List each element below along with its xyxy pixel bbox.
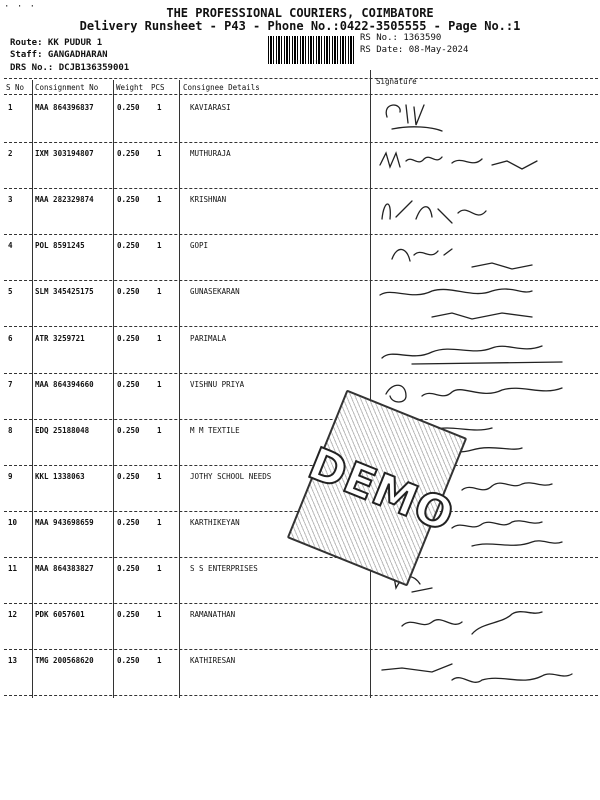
row-sno: 13 <box>8 656 18 666</box>
handwritten-signature <box>372 97 598 143</box>
handwritten-signature <box>372 143 598 189</box>
row-sno: 3 <box>8 195 13 205</box>
signature-stroke <box>386 385 562 402</box>
consignment-number: EDQ 25188048 <box>35 425 90 435</box>
table-row <box>0 235 600 281</box>
handwritten-signature <box>372 604 598 650</box>
runsheet-subtitle: Delivery Runsheet - P43 - Phone No.:0422-3505555 - Page No.:1 <box>79 19 521 33</box>
table-row <box>0 374 600 420</box>
corner-marks: · · · <box>4 2 37 12</box>
route-label: Route: KK PUDUR 1 <box>10 38 103 48</box>
drs-number: DRS No.: DCJB136359001 <box>10 63 130 73</box>
row-sno: 1 <box>8 103 13 112</box>
table-row <box>0 420 600 466</box>
pieces-count: 1 <box>157 103 162 112</box>
consignment-number: POL 8591245 <box>35 241 85 251</box>
weight-value: 0.250 <box>117 379 140 389</box>
row-sno: 2 <box>8 149 13 159</box>
table-header-rule <box>4 94 598 95</box>
signature-cell <box>372 328 598 374</box>
company-title: THE PROFESSIONAL COURIERS, COIMBATORE <box>166 6 434 20</box>
consignee-name: KARTHIKEYAN <box>190 517 240 527</box>
weight-value: 0.250 <box>117 103 140 112</box>
table-row <box>0 328 600 374</box>
col-consignment: Consignment No <box>35 83 99 92</box>
handwritten-signature <box>372 650 598 696</box>
pieces-count: 1 <box>157 149 162 159</box>
row-divider <box>4 695 598 696</box>
consignment-number: MAA 943698659 <box>35 517 94 527</box>
signature-cell <box>372 143 598 189</box>
signature-stroke <box>402 612 542 634</box>
pieces-count: 1 <box>157 564 162 573</box>
col-weight: Weight <box>116 83 144 92</box>
signature-cell <box>372 235 598 281</box>
weight-value: 0.250 <box>117 564 140 573</box>
row-sno: 9 <box>8 471 13 481</box>
consignee-name: GOPI <box>190 241 209 251</box>
handwritten-signature <box>372 328 598 374</box>
weight-value: 0.250 <box>117 517 140 527</box>
row-sno: 8 <box>8 425 13 435</box>
signature-stroke <box>386 105 442 131</box>
table-row <box>0 558 600 604</box>
consignee-name: VISHNU PRIYA <box>190 379 245 389</box>
consignee-name: JOTHY SCHOOL NEEDS <box>190 471 272 481</box>
table-row <box>0 650 600 696</box>
weight-value: 0.250 <box>117 656 140 666</box>
barcode <box>268 36 356 64</box>
consignment-number: MAA 864394660 <box>35 379 94 389</box>
weight-value: 0.250 <box>117 287 140 297</box>
consignee-name: KAVIARASI <box>190 103 231 112</box>
signature-cell <box>372 97 598 143</box>
pieces-count: 1 <box>157 241 162 251</box>
consignee-name: RAMANATHAN <box>190 610 236 620</box>
signature-cell <box>372 650 598 696</box>
consignment-number: MAA 282329874 <box>35 195 94 205</box>
consignment-number: TMG 200568620 <box>35 656 94 666</box>
table-row <box>0 604 600 650</box>
weight-value: 0.250 <box>117 333 140 343</box>
signature-stroke <box>380 289 532 319</box>
consignment-number: MAA 864396837 <box>35 103 94 112</box>
col-pcs: PCS <box>151 83 165 92</box>
signature-stroke <box>392 249 532 269</box>
consignee-name: GUNASEKARAN <box>190 287 240 297</box>
col-sno: S No <box>6 83 25 92</box>
signature-stroke <box>382 664 572 682</box>
row-sno: 6 <box>8 333 13 343</box>
consignee-name: KRISHNAN <box>190 195 227 205</box>
table-row <box>0 281 600 327</box>
demo-stamp: DEMO <box>287 389 467 586</box>
signature-stroke <box>452 521 562 546</box>
weight-value: 0.250 <box>117 471 140 481</box>
signature-stroke <box>382 346 562 364</box>
signature-stroke <box>380 153 537 169</box>
consignment-number: KKL 1338063 <box>35 471 85 481</box>
consignment-number: SLM 345425175 <box>35 287 94 297</box>
consignment-number: MAA 864383827 <box>35 564 94 573</box>
pieces-count: 1 <box>157 471 162 481</box>
handwritten-signature <box>372 189 598 235</box>
table-row <box>0 143 600 189</box>
pieces-count: 1 <box>157 195 162 205</box>
pieces-count: 1 <box>157 517 162 527</box>
consignee-name: M M TEXTILE <box>190 425 240 435</box>
handwritten-signature <box>372 235 598 281</box>
row-sno: 11 <box>8 564 18 573</box>
weight-value: 0.250 <box>117 425 140 435</box>
consignee-name: KATHIRESAN <box>190 656 236 666</box>
consignee-name: S S ENTERPRISES <box>190 564 258 573</box>
signature-cell <box>372 189 598 235</box>
weight-value: 0.250 <box>117 610 140 620</box>
weight-value: 0.250 <box>117 195 140 205</box>
table-top-rule <box>4 78 598 79</box>
weight-value: 0.250 <box>117 149 140 159</box>
handwritten-signature <box>372 281 598 327</box>
signature-cell <box>372 604 598 650</box>
row-sno: 5 <box>8 287 13 297</box>
pieces-count: 1 <box>157 656 162 666</box>
row-sno: 4 <box>8 241 13 251</box>
signature-cell <box>372 281 598 327</box>
col-consignee: Consignee Details <box>183 83 260 92</box>
pieces-count: 1 <box>157 333 162 343</box>
pieces-count: 1 <box>157 287 162 297</box>
table-row <box>0 189 600 235</box>
signature-stroke <box>382 201 486 223</box>
pieces-count: 1 <box>157 379 162 389</box>
consignee-name: MUTHURAJA <box>190 149 231 159</box>
row-sno: 7 <box>8 379 13 389</box>
col-signature: Signature <box>376 77 417 86</box>
row-sno: 12 <box>8 610 18 620</box>
consignee-name: PARIMALA <box>190 333 227 343</box>
consignment-number: IXM 303194807 <box>35 149 94 159</box>
consignment-number: ATR 3259721 <box>35 333 85 343</box>
rs-date: RS Date: 08-May-2024 <box>360 45 469 55</box>
consignment-number: PDK 6057601 <box>35 610 85 620</box>
rs-number: RS No.: 1363590 <box>360 33 442 43</box>
staff-label: Staff: GANGADHARAN <box>10 50 108 60</box>
weight-value: 0.250 <box>117 241 140 251</box>
pieces-count: 1 <box>157 610 162 620</box>
pieces-count: 1 <box>157 425 162 435</box>
table-row <box>0 97 600 143</box>
row-sno: 10 <box>8 517 18 527</box>
